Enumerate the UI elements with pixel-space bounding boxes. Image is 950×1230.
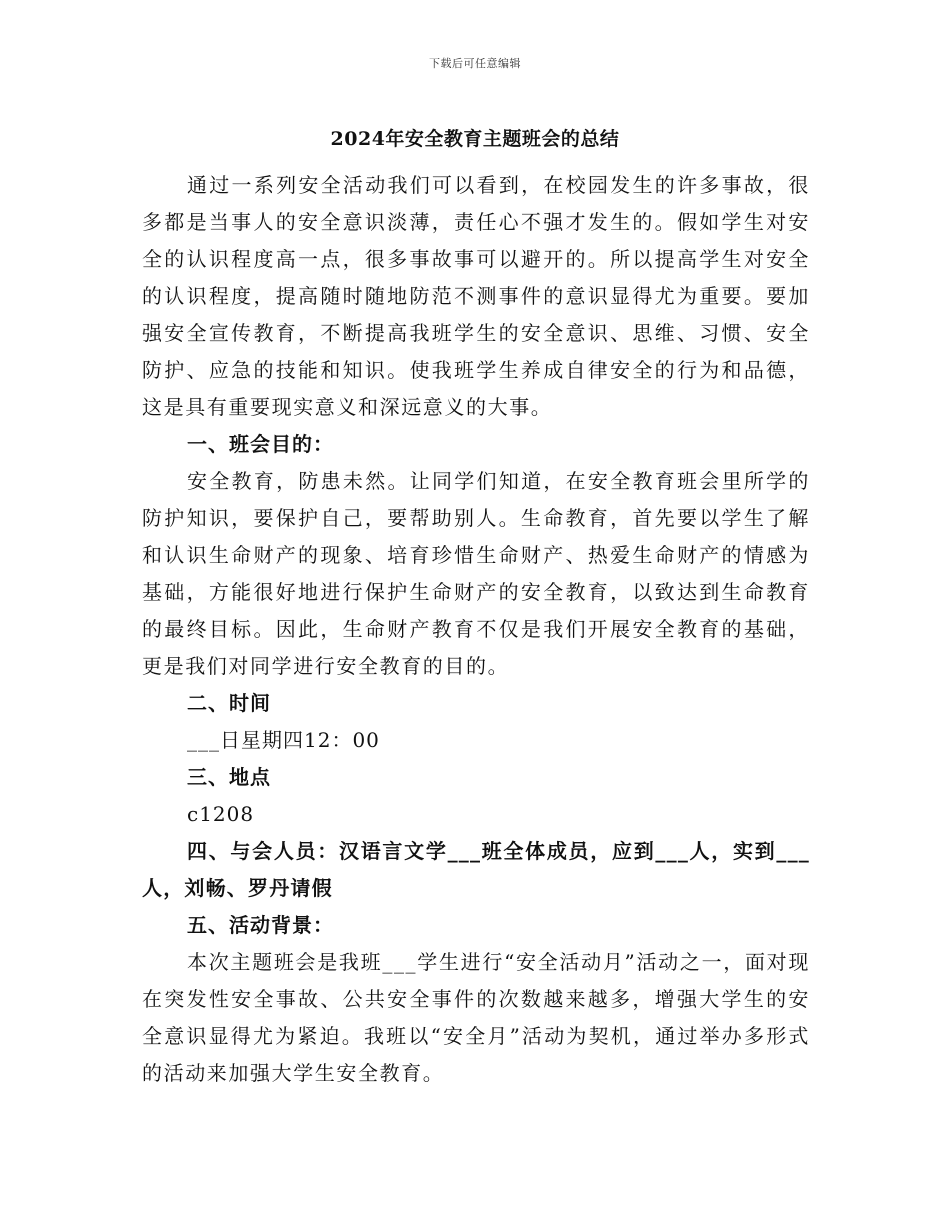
section-heading-time: 二、时间 (187, 691, 271, 715)
section-heading-purpose: 一、班会目的： (187, 432, 334, 456)
header-note: 下载后可任意编辑 (429, 57, 521, 70)
section-heading-location: 三、地点 (187, 765, 271, 789)
intro-paragraph: 通过一系列安全活动我们可以看到，在校园发生的许多事故，很多都是当事人的安全意识淡薄，责任心不强才发生的。假如学生对安全的认识程度高一点，很多事故事可以避开的。所以提高学生对安全的认识程度，提高随时随地防范不测事件的意识显得尤为重要。要加强安全宣传教育，不断提高我班学生的安全意识、思维、习惯、安全防护、应急的技能和知识。使我班学生养成自律安全的行为和品德，这是具有重要现实意义和深远意义的大事。 (142, 173, 810, 419)
section-heading-background: 五、活动背景： (187, 913, 334, 937)
section-heading-attendees: 四、与会人员：汉语言文学___班全体成员，应到___人，实到___人，刘畅、罗丹请假 (142, 839, 810, 900)
section-body-background: 本次主题班会是我班___学生进行“安全活动月”活动之一，面对现在突发性安全事故、公共安全事件的次数越来越多，增强大学生的安全意识显得尤为紧迫。我班以“安全月”活动为契机，通过举办多形式的活动来加强大学生安全教育。 (142, 950, 810, 1085)
document-body (142, 167, 810, 1092)
section-body-purpose: 安全教育，防患未然。让同学们知道，在安全教育班会里所学的防护知识，要保护自己，要帮助别人。生命教育，首先要以学生了解和认识生命财产的现象、培育珍惜生命财产、热爱生命财产的情感为基础，方能很好地进行保护生命财产的安全教育，以致达到生命教育的最终目标。因此，生命财产教育不仅是我们开展安全教育的基础，更是我们对同学进行安全教育的目的。 (142, 469, 810, 678)
section-body-time: ___日星期四12：00 (187, 728, 380, 752)
document-title: 2024年安全教育主题班会的总结 (330, 128, 620, 150)
section-body-location: c1208 (187, 802, 255, 826)
